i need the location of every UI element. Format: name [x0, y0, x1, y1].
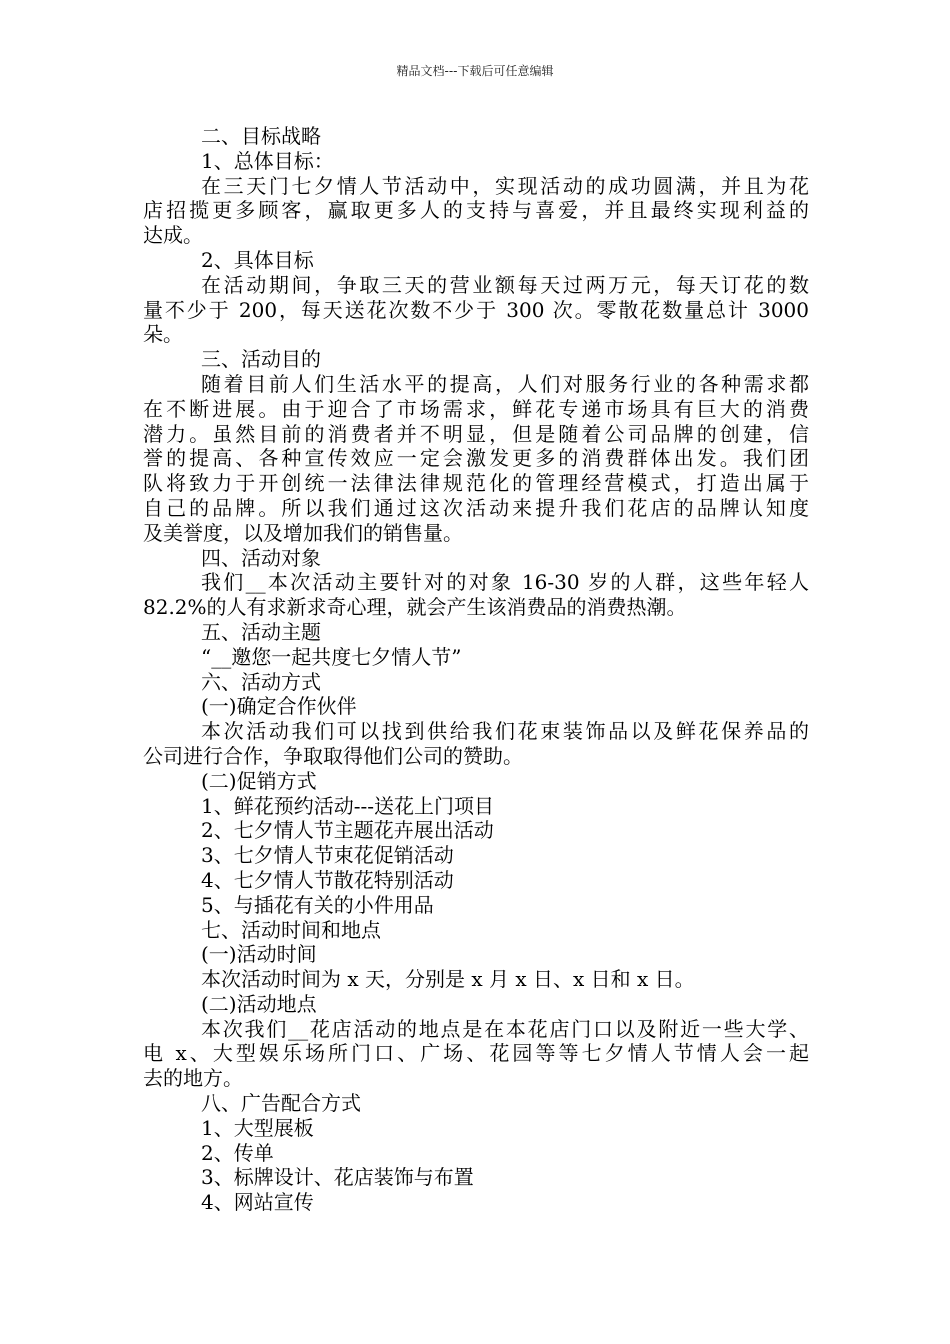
text-line: (一)确定合作伙伴: [201, 694, 357, 719]
text-line: 八、广告配合方式: [201, 1091, 361, 1116]
text-line: 1、鲜花预约活动---送花上门项目: [201, 793, 494, 818]
text-line: 达成。: [143, 223, 203, 248]
text-line: 四、活动对象: [201, 545, 321, 570]
text-line: 公司进行合作，争取取得他们公司的赞助。: [143, 743, 523, 768]
text-line: 本次我们__花店活动的地点是在本花店门口以及附近一些大学、: [201, 1016, 809, 1041]
text-line: 潜力。虽然目前的消费者并不明显，但是随着公司品牌的创建，信: [143, 421, 809, 446]
text-line: 及美誉度，以及增加我们的销售量。: [143, 520, 463, 545]
text-line: 本次活动时间为 x 天，分别是 x 月 x 日、x 日和 x 日。: [201, 967, 695, 992]
text-line: 本次活动我们可以找到供给我们花束装饰品以及鲜花保养品的: [201, 719, 809, 744]
text-line: 店招揽更多顾客，赢取更多人的支持与喜爱，并且最终实现利益的: [143, 198, 809, 223]
text-line: (二)促销方式: [201, 768, 317, 793]
text-line: 3、标牌设计、花店装饰与布置: [201, 1165, 474, 1190]
text-line: 2、传单: [201, 1140, 274, 1165]
text-line: (二)活动地点: [201, 991, 317, 1016]
document-body: [143, 124, 809, 1215]
text-line: 1、大型展板: [201, 1115, 314, 1140]
text-line: 3、七夕情人节束花促销活动: [201, 843, 454, 868]
text-line: 在活动期间，争取三天的营业额每天过两万元，每天订花的数: [201, 272, 809, 297]
text-line: 自己的品牌。所以我们通过这次活动来提升我们花店的品牌认知度: [143, 495, 809, 520]
text-line: 在不断进展。由于迎合了市场需求，鲜花专递市场具有巨大的消费: [143, 396, 809, 421]
text-line: 我们__本次活动主要针对的对象 16-30 岁的人群，这些年轻人: [201, 570, 809, 595]
page-header: 精品文档---下载后可任意编辑: [396, 64, 554, 78]
text-line: 去的地方。: [143, 1066, 243, 1091]
text-line: 在三天门七夕情人节活动中，实现活动的成功圆满，并且为花: [201, 173, 809, 198]
text-line: 量不少于 200，每天送花次数不少于 300 次。零散花数量总计 3000: [143, 297, 809, 322]
text-line: 5、与插花有关的小件用品: [201, 892, 434, 917]
text-line: 朵。: [143, 322, 183, 347]
text-line: 4、网站宣传: [201, 1190, 314, 1215]
text-line: 六、活动方式: [201, 669, 321, 694]
text-line: 誉的提高、各种宣传效应一定会激发更多的消费群体出发。我们团: [143, 446, 809, 471]
text-line: 1、总体目标：: [201, 148, 334, 173]
text-line: 二、目标战略: [201, 124, 321, 148]
text-line: 2、具体目标: [201, 247, 314, 272]
text-line: 三、活动目的: [201, 347, 321, 372]
text-line: 队将致力于开创统一法律法律规范化的管理经营模式，打造出属于: [143, 471, 809, 496]
text-line: 电 x、大型娱乐场所门口、广场、花园等等七夕情人节情人会一起: [143, 1041, 809, 1066]
text-line: 4、七夕情人节散花特别活动: [201, 867, 454, 892]
text-line: “__邀您一起共度七夕情人节”: [201, 644, 462, 669]
text-line: 随着目前人们生活水平的提高，人们对服务行业的各种需求都: [201, 371, 809, 396]
text-line: 五、活动主题: [201, 619, 321, 644]
text-line: 82.2%的人有求新求奇心理，就会产生该消费品的消费热潮。: [143, 595, 687, 620]
text-line: (一)活动时间: [201, 942, 317, 967]
text-line: 七、活动时间和地点: [201, 917, 381, 942]
text-line: 2、七夕情人节主题花卉展出活动: [201, 818, 494, 843]
